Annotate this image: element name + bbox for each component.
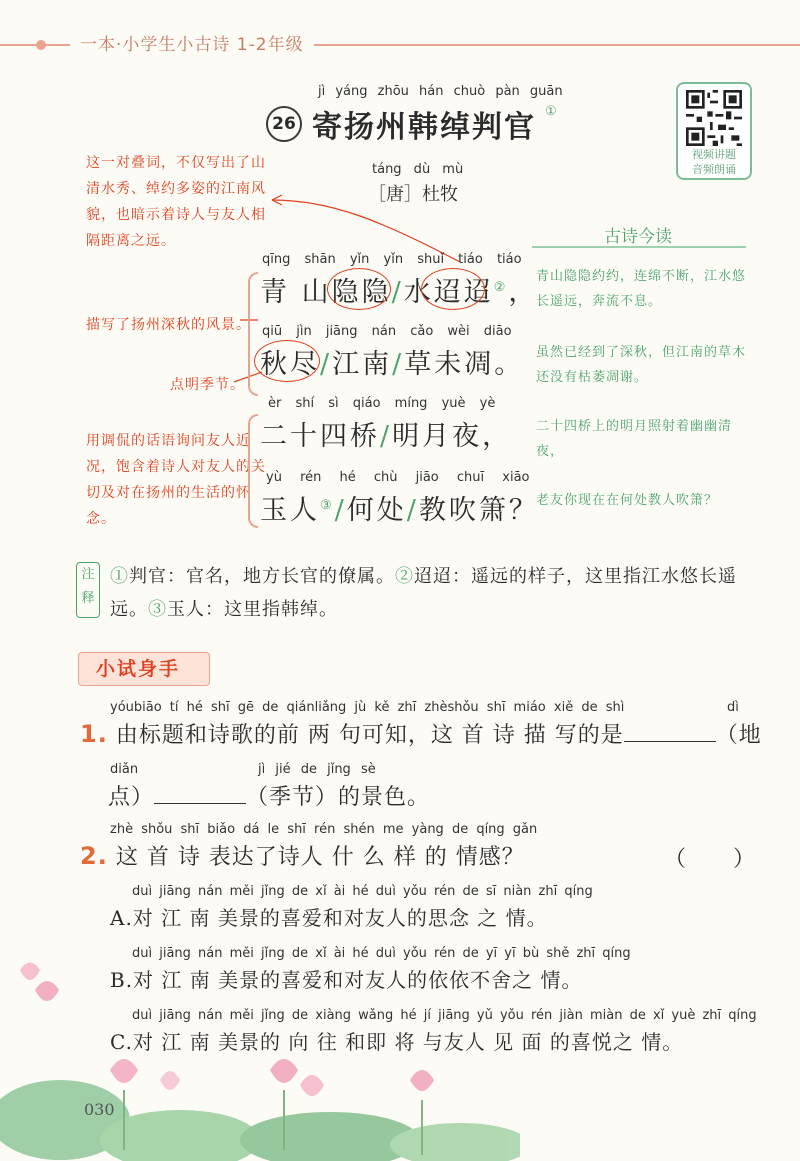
annotation-season: 点明季节。 bbox=[170, 377, 245, 393]
stanza-bracket-1 bbox=[248, 272, 258, 396]
option-a[interactable]: A.对 江 南 美景的喜爱和对友人的思念 之 情。 bbox=[110, 906, 548, 930]
note-3-mark: ③ bbox=[148, 599, 167, 620]
note-1: 判官：官名，地方长官的僚属。 bbox=[129, 566, 395, 587]
poem-line-2-part-a: 秋尽 bbox=[260, 349, 320, 380]
note-1-mark: ① bbox=[110, 566, 129, 587]
circle-highlight-qiujin bbox=[254, 340, 320, 382]
circle-highlight-tiaotiao bbox=[421, 268, 485, 310]
reading-title: 古诗今读 bbox=[604, 227, 672, 247]
poem-line-1-part-c: 水 bbox=[403, 277, 434, 308]
question-1-text: 由标题和诗歌的前 两 句可知，这 首 诗 描 写的是 bbox=[115, 723, 624, 748]
lotus-decoration bbox=[0, 950, 520, 1161]
question-1-pinyin-2a: diǎn bbox=[110, 762, 139, 777]
answer-blank-place[interactable] bbox=[624, 723, 716, 742]
rhythm-separator: / bbox=[391, 277, 404, 308]
question-2-number: 2. bbox=[80, 842, 108, 870]
poem-line-3-pinyin: èr shí sì qiáo míng yuè yè bbox=[268, 396, 496, 411]
poem-line-1-part-b: 隐隐 bbox=[331, 277, 392, 308]
question-1-text-2a: 点） bbox=[108, 785, 155, 810]
question-2 bbox=[80, 840, 525, 871]
notes-badge: 注释 bbox=[76, 562, 100, 618]
translation-line-2: 虽然已经到了深秋，但江南的草木还没有枯萎凋谢。 bbox=[536, 345, 747, 385]
poem-line-1-end: ， bbox=[508, 277, 539, 308]
annotation-teasing: 用调侃的话语询问友人近况，饱含着诗人对友人的关切及对在扬州的生活的怀念。 bbox=[86, 433, 266, 527]
qr-label-audio: 音频朗诵 bbox=[692, 163, 736, 176]
poem-line-2-part-b: 江南 bbox=[332, 349, 393, 380]
option-b-pinyin: duì jiāng nán měi jǐng de xǐ ài hé duì yǒu rén de yī yī bù shě zhī qíng bbox=[132, 946, 631, 961]
poem-line-2-pinyin: qiū jìn jiāng nán cǎo wèi diāo bbox=[262, 324, 512, 339]
poem-line-4-pinyin: yù rén hé chù jiāo chuī xiāo bbox=[266, 470, 530, 485]
rhythm-separator: / bbox=[320, 349, 333, 380]
question-1-line-2 bbox=[108, 780, 430, 811]
qr-label-video: 视频讲题 bbox=[692, 148, 736, 161]
poem-line-1-footnote: ② bbox=[493, 280, 509, 295]
poem-line-1-pinyin: qīng shān yǐn yǐn shuǐ tiáo tiáo bbox=[262, 252, 522, 267]
question-2-text: 这 首 诗 表达了诗人 什 么 样 的 情感？ bbox=[115, 845, 525, 870]
poem-line-1-part-a: 青 山 bbox=[260, 277, 332, 308]
poem-line-4 bbox=[260, 488, 539, 527]
option-b[interactable]: B.对 江 南 美景的喜爱和对友人的依依不舍之 情。 bbox=[110, 968, 583, 992]
poem-author: ［唐］杜牧 bbox=[368, 184, 458, 205]
question-1-pinyin: yóubiāo tí hé shī gē de qiánliǎng jù kě zhī zhèshǒu shī miáo xiě de shì bbox=[110, 700, 625, 715]
notes-text bbox=[110, 560, 750, 626]
option-a-pinyin: duì jiāng nán měi jǐng de xǐ ài hé duì yǒu rén de sī niàn zhī qíng bbox=[132, 884, 593, 899]
note-2-mark: ② bbox=[395, 566, 414, 587]
rhythm-separator: / bbox=[380, 421, 393, 452]
title-pinyin: jì yáng zhōu hán chuò pàn guān bbox=[318, 84, 563, 99]
annotation-reduplication: 这一对叠词，不仅写出了山清水秀、绰约多姿的江南风貌，也暗示着诗人与友人相隔距离之远。 bbox=[86, 155, 266, 249]
book-header: 一本·小学生小古诗 1-2年级 bbox=[70, 30, 314, 55]
answer-paren[interactable]: （ ） bbox=[664, 847, 757, 872]
lesson-number: 26 bbox=[266, 106, 302, 142]
qr-code-card[interactable] bbox=[676, 82, 752, 180]
poem-line-4-part-a: 玉人 bbox=[260, 495, 320, 526]
page-number: 030 bbox=[84, 1100, 115, 1119]
translation-line-4: 老友你现在在何处教人吹箫？ bbox=[536, 493, 719, 508]
poem-line-1-part-d: 迢迢 bbox=[433, 277, 494, 308]
translation-line-1: 青山隐隐约约，连绵不断，江水悠长遥远，奔流不息。 bbox=[536, 269, 747, 309]
question-1-pinyin-end: dì bbox=[727, 700, 739, 715]
question-2-pinyin: zhè shǒu shī biǎo dá le shī rén shén me yàng de qíng gǎn bbox=[110, 822, 538, 837]
option-c[interactable]: C.对 江 南 美景的 向 往 和即 将 与友人 见 面 的喜悦之 情。 bbox=[110, 1030, 684, 1054]
question-1 bbox=[80, 718, 762, 749]
author-pinyin: táng dù mù bbox=[372, 162, 464, 177]
option-c-pinyin: duì jiāng nán měi jǐng de xiàng wǎng hé jí jiāng yǔ yǒu rén jiàn miàn de xǐ yuè zhī qíng bbox=[132, 1008, 757, 1023]
poem-line-3 bbox=[260, 414, 512, 453]
translation-line-3: 二十四桥上的明月照射着幽幽清夜， bbox=[536, 419, 733, 459]
circle-highlight-yinyin bbox=[327, 268, 391, 310]
title-footnote-mark: ① bbox=[545, 104, 557, 119]
question-1-number: 1. bbox=[80, 720, 108, 748]
rhythm-separator: / bbox=[392, 349, 405, 380]
qr-code-icon bbox=[686, 90, 742, 146]
poem-line-4-part-c: 教吹箫？ bbox=[418, 495, 539, 526]
poem-line-3-part-b: 明月夜， bbox=[392, 421, 513, 452]
note-3: 玉人：这里指韩绰。 bbox=[167, 599, 338, 620]
question-1-after: （地 bbox=[715, 723, 762, 748]
header-dot bbox=[36, 40, 46, 50]
note-2: 迢迢：遥远的样子，这里指江水悠长遥远。 bbox=[110, 566, 737, 620]
rhythm-separator: / bbox=[406, 495, 419, 526]
poem-line-4-footnote: ③ bbox=[320, 498, 335, 513]
poem-title: 寄扬州韩绰判官 bbox=[312, 110, 536, 145]
stanza-bracket-2 bbox=[248, 414, 258, 528]
rhythm-separator: / bbox=[334, 495, 347, 526]
poem-line-1 bbox=[260, 270, 538, 309]
annotation-scenery: 描写了扬州深秋的风景。 bbox=[86, 317, 251, 333]
answer-blank-season[interactable] bbox=[154, 785, 246, 804]
poem-line-2-part-c: 草未凋。 bbox=[404, 349, 525, 380]
poem-line-3-part-a: 二十四桥 bbox=[260, 421, 380, 452]
poem-line-4-part-b: 何处 bbox=[346, 495, 407, 526]
practice-title: 小试身手 bbox=[96, 658, 181, 680]
question-1-pinyin-2b: jì jié de jǐng sè bbox=[258, 762, 376, 777]
question-1-text-2b: （季节）的景色。 bbox=[246, 785, 431, 810]
